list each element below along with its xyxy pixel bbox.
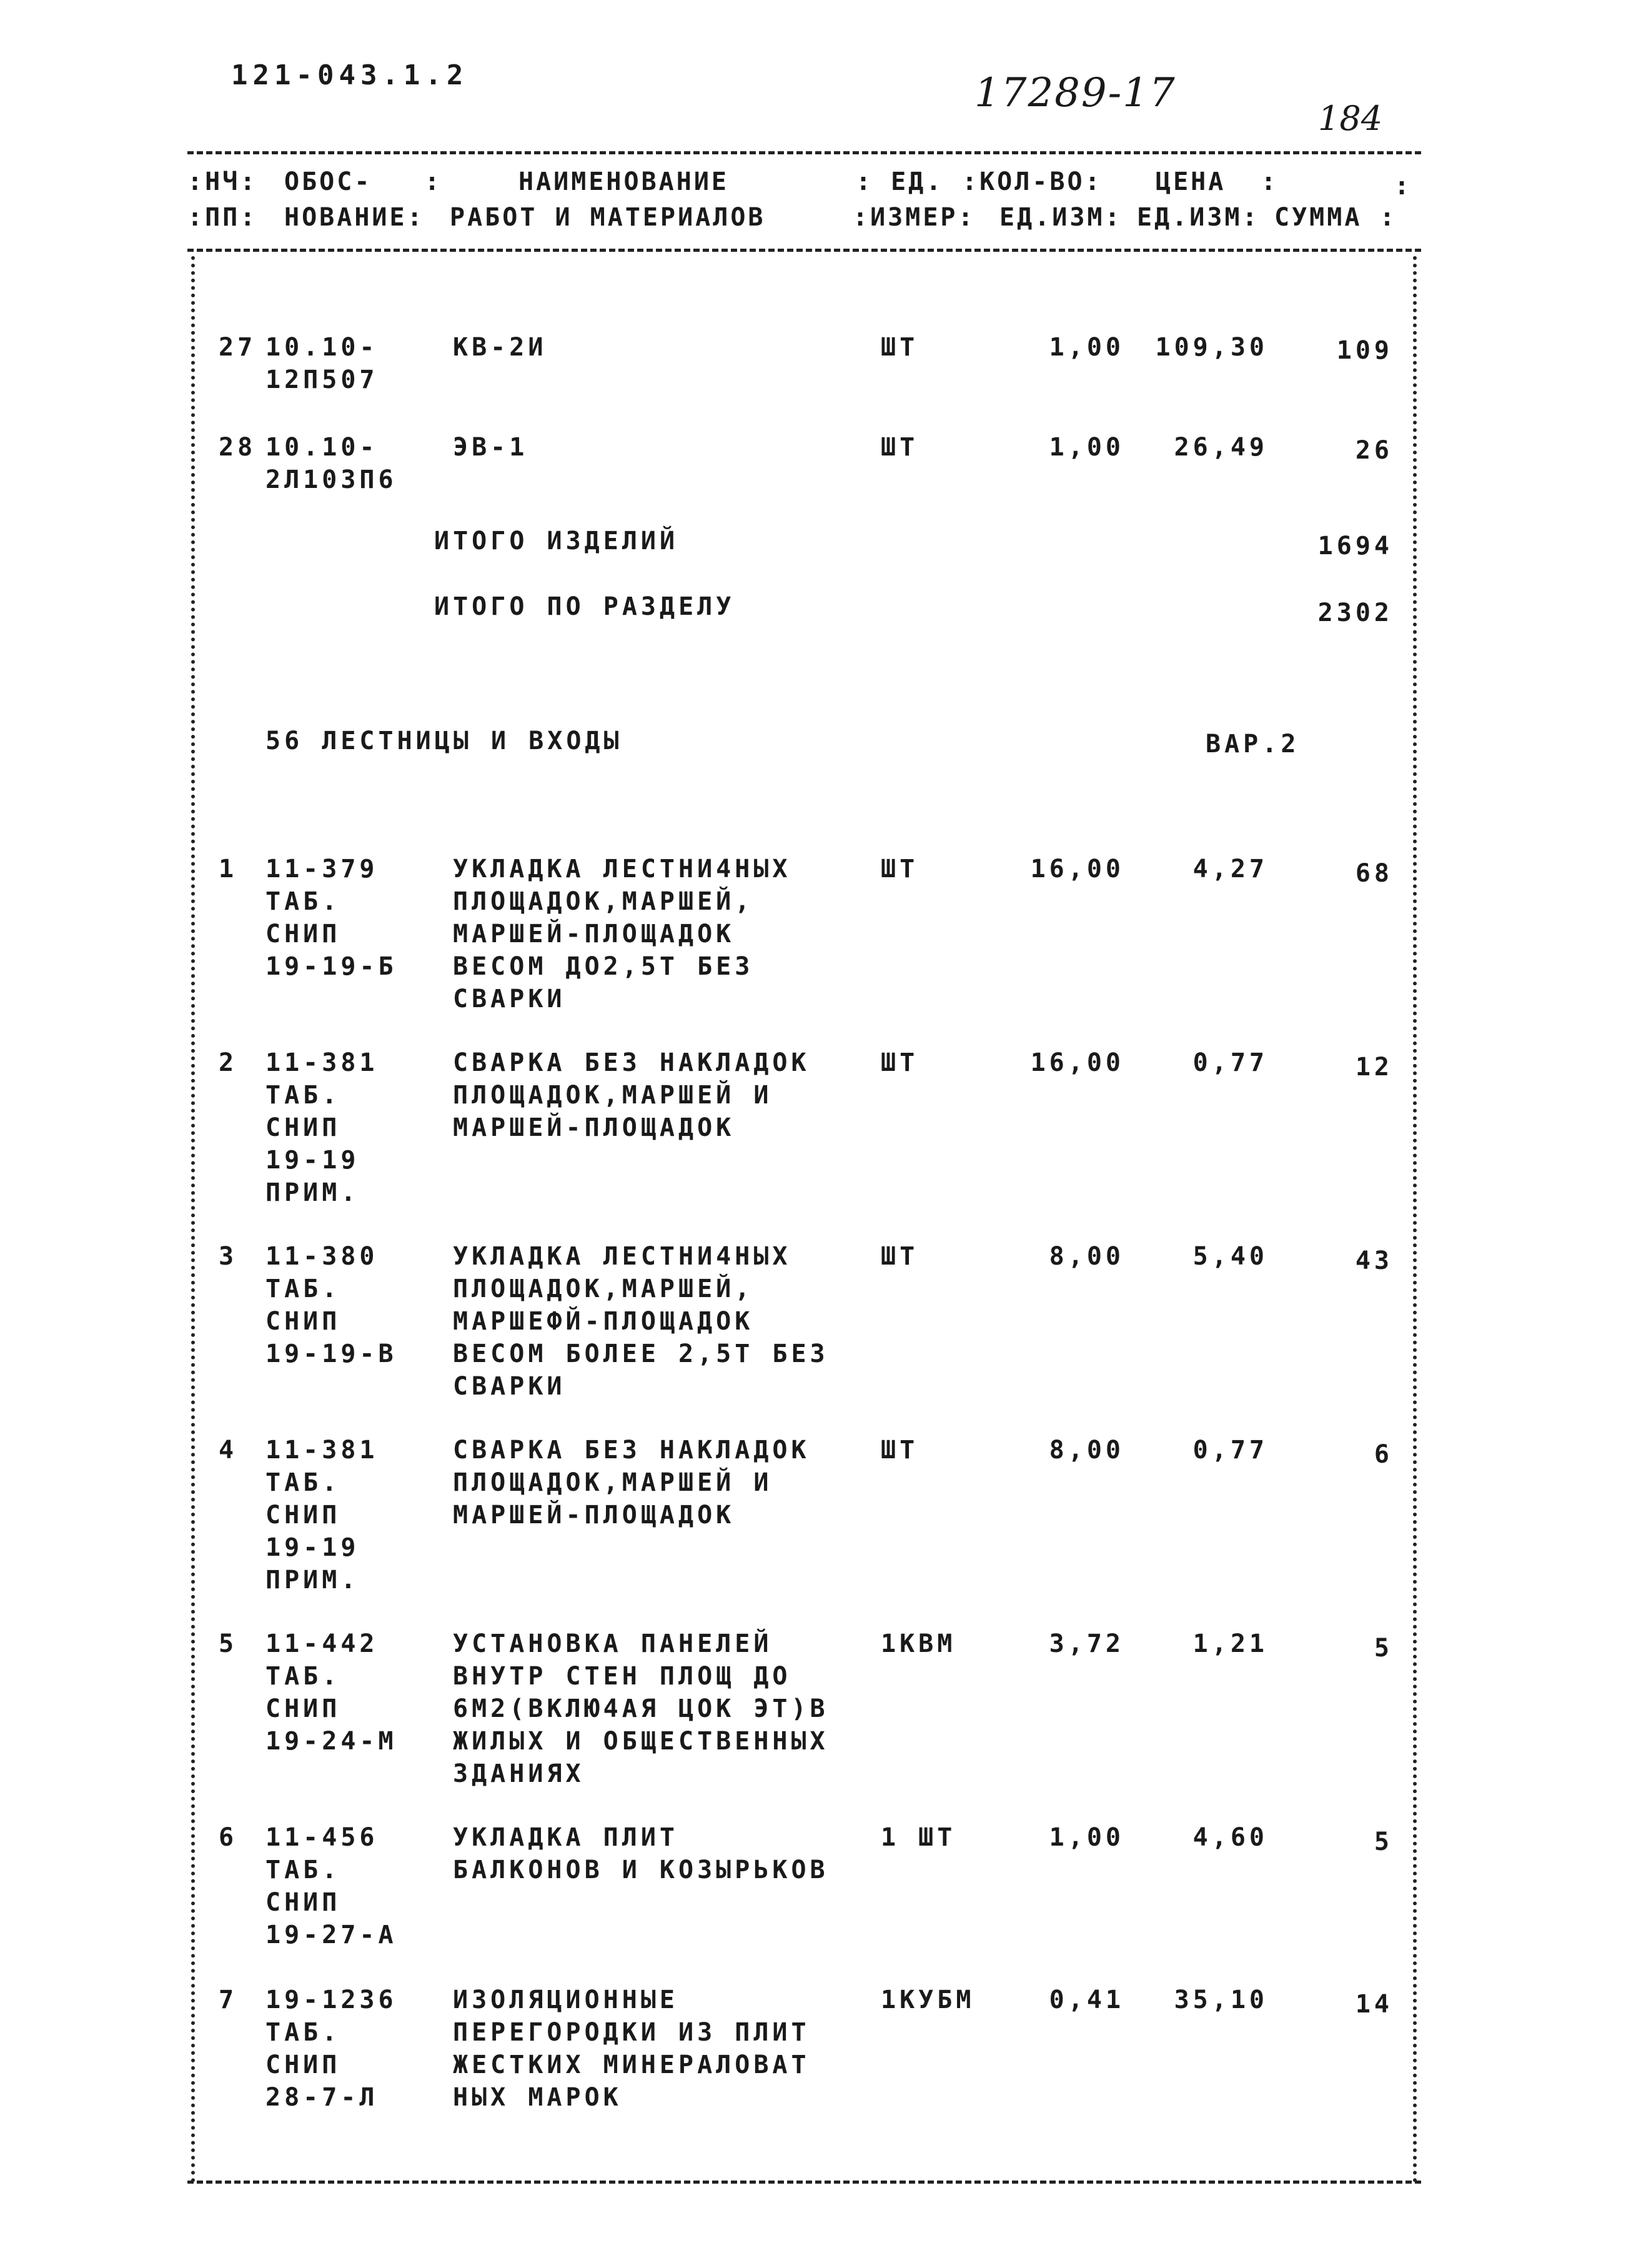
row-price: 0,77 (1192, 1048, 1268, 1077)
total-sum: 2302 (1317, 599, 1393, 627)
header-num: :НЧ: (187, 167, 258, 196)
header-name-2: РАБОТ И МАТЕРИАЛОВ (450, 203, 766, 232)
section-variant: ВАР.2 (1206, 730, 1300, 758)
top-dashed-rule (187, 151, 1421, 154)
section-title: 56 ЛЕСТНИЦЫ И ВХОДЫ (265, 727, 623, 755)
row-basis: 11-456 ТАБ. СНИП 19-27-А (265, 1823, 397, 1949)
row-unit: ШТ (881, 1436, 919, 1465)
row-sum: 14 (1355, 1990, 1393, 2019)
row-basis: 11-381 ТАБ. СНИП 19-19 ПРИМ. (265, 1048, 379, 1207)
header-price-2: ЕД.ИЗМ: (1137, 203, 1260, 232)
row-sum: 5 (1374, 1828, 1393, 1856)
row-name: УСТАНОВКА ПАНЕЛЕЙ ВНУТР СТЕН ПЛОЩ ДО 6М2(ВКЛЮ4АЯ ЦОК ЭТ)В ЖИЛЫХ И ОБЩЕСТВЕННЫХ ЗДАНИЯХ (453, 1629, 829, 1788)
row-qty: 3,72 (1049, 1629, 1124, 1658)
total-label: ИТОГО ИЗДЕЛИЙ (434, 527, 679, 555)
row-number: 7 (219, 1986, 238, 2014)
row-number: 3 (219, 1242, 238, 1271)
header-price: ЦЕНА : (1156, 167, 1279, 196)
row-number: 1 (219, 855, 238, 883)
row-name: УКЛАДКА ЛЕСТНИ4НЫХ ПЛОЩАДОК,МАРШЕЙ, МАРШЕФЙ-ПЛОЩАДОК ВЕСОМ БОЛЕЕ 2,5Т БЕЗ СВАРКИ (453, 1242, 829, 1401)
total-sum: 1694 (1317, 532, 1393, 560)
row-price: 5,40 (1192, 1242, 1268, 1271)
left-dotted-border (191, 256, 195, 2184)
row-unit: 1 ШТ (881, 1823, 956, 1852)
row-price: 109,30 (1155, 333, 1268, 362)
header-sum: : (1394, 172, 1412, 201)
row-number: 2 (219, 1048, 238, 1077)
total-label: ИТОГО ПО РАЗДЕЛУ (434, 592, 735, 621)
row-sum: 26 (1355, 436, 1393, 465)
row-basis: 11-381 ТАБ. СНИП 19-19 ПРИМ. (265, 1436, 379, 1594)
row-unit: 1КУБМ (881, 1986, 975, 2014)
bottom-dashed-rule (187, 2181, 1421, 2184)
header-qty-2: ЕД.ИЗМ: (999, 203, 1123, 232)
header-sum-2: СУММА : (1274, 203, 1397, 232)
header-qty: :КОЛ-ВО: (962, 167, 1103, 196)
page-number: 184 (1318, 99, 1383, 138)
row-unit: ШТ (881, 333, 919, 362)
row-price: 4,60 (1192, 1823, 1268, 1852)
row-unit: 1КВМ (881, 1629, 956, 1658)
row-number: 27 (219, 333, 257, 362)
row-sum: 109 (1336, 336, 1393, 365)
row-qty: 1,00 (1049, 1823, 1124, 1852)
row-qty: 16,00 (1030, 1048, 1124, 1077)
document-code: 121-043.1.2 (231, 59, 468, 91)
document-number: 17289-17 (974, 70, 1176, 116)
row-sum: 6 (1374, 1440, 1393, 1469)
row-qty: 16,00 (1030, 855, 1124, 883)
row-basis: 11-379 ТАБ. СНИП 19-19-Б (265, 855, 397, 981)
row-basis: 10.10- 12П507 (265, 333, 379, 394)
header-basis: ОБОС- : (284, 167, 442, 196)
row-name: УКЛАДКА ПЛИТ БАЛКОНОВ И КОЗЫРЬКОВ (453, 1823, 829, 1884)
row-name: ЭВ-1 (453, 433, 528, 462)
row-basis: 11-442 ТАБ. СНИП 19-24-М (265, 1629, 397, 1756)
row-qty: 1,00 (1049, 433, 1124, 462)
row-price: 4,27 (1192, 855, 1268, 883)
row-qty: 1,00 (1049, 333, 1124, 362)
row-name: СВАРКА БЕЗ НАКЛАДОК ПЛОЩАДОК,МАРШЕЙ И МАРШЕЙ-ПЛОЩАДОК (453, 1436, 810, 1529)
row-sum: 68 (1355, 859, 1393, 888)
row-qty: 0,41 (1049, 1986, 1124, 2014)
row-number: 4 (219, 1436, 238, 1465)
row-sum: 12 (1355, 1053, 1393, 1082)
row-name: УКЛАДКА ЛЕСТНИ4НЫХ ПЛОЩАДОК,МАРШЕЙ, МАРШЕЙ-ПЛОЩАДОК ВЕСОМ ДО2,5Т БЕЗ СВАРКИ (453, 855, 791, 1013)
row-unit: ШТ (881, 1048, 919, 1077)
right-dotted-border (1413, 256, 1417, 2184)
header-basis-2: НОВАНИЕ: (284, 203, 425, 232)
row-qty: 8,00 (1049, 1436, 1124, 1465)
row-price: 35,10 (1174, 1986, 1268, 2014)
row-unit: ШТ (881, 1242, 919, 1271)
row-basis: 10.10- 2Л103П6 (265, 433, 397, 494)
row-sum: 5 (1374, 1634, 1393, 1663)
header-unit: : ЕД. (856, 167, 944, 196)
row-basis: 11-380 ТАБ. СНИП 19-19-В (265, 1242, 397, 1368)
row-name: СВАРКА БЕЗ НАКЛАДОК ПЛОЩАДОК,МАРШЕЙ И МАРШЕЙ-ПЛОЩАДОК (453, 1048, 810, 1142)
row-number: 28 (219, 433, 257, 462)
row-qty: 8,00 (1049, 1242, 1124, 1271)
header-dashed-rule (187, 249, 1421, 252)
header-unit-2: :ИЗМЕР: (853, 203, 976, 232)
row-sum: 43 (1355, 1246, 1393, 1275)
row-basis: 19-1236 ТАБ. СНИП 28-7-Л (265, 1986, 397, 2112)
row-unit: ШТ (881, 433, 919, 462)
row-name: ИЗОЛЯЦИОННЫЕ ПЕРЕГОРОДКИ ИЗ ПЛИТ ЖЕСТКИХ МИНЕРАЛОВАТ НЫХ МАРОК (453, 1986, 810, 2112)
row-price: 0,77 (1192, 1436, 1268, 1465)
row-price: 26,49 (1174, 433, 1268, 462)
row-number: 5 (219, 1629, 238, 1658)
row-price: 1,21 (1192, 1629, 1268, 1658)
row-number: 6 (219, 1823, 238, 1852)
row-unit: ШТ (881, 855, 919, 883)
header-num-2: :ПП: (187, 203, 258, 232)
row-name: КВ-2И (453, 333, 547, 362)
header-name: НАИМЕНОВАНИЕ (518, 167, 729, 196)
